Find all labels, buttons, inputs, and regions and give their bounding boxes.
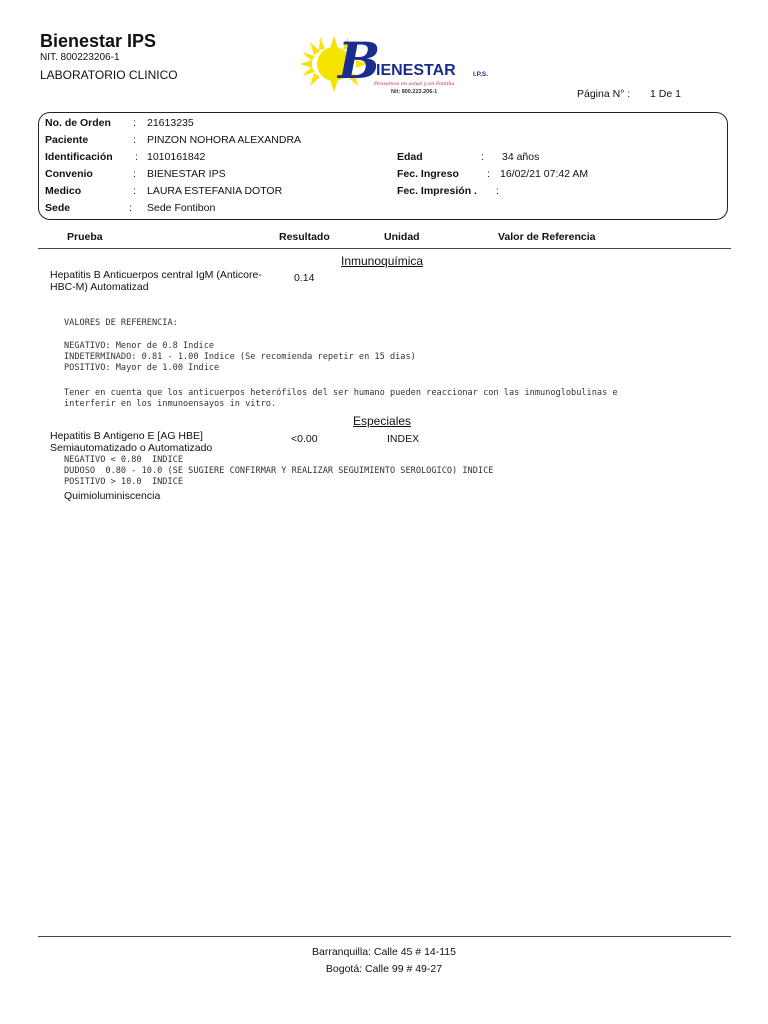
footer-address-bogota: Bogotá: Calle 99 # 49-27 [325,963,443,975]
colon: : [481,151,484,163]
doctor-label: Medico [45,185,82,197]
reference-positive: POSITIVO: Mayor de 1.00 Indice [64,363,220,373]
identification-label: Identificación [45,151,113,163]
agreement-label: Convenio [45,168,93,180]
company-name: Bienestar IPS [40,31,157,51]
section-title-immunochemistry: Inmunoquímica [341,254,424,268]
footer-address-barranquilla: Barranquilla: Calle 45 # 14-115 [312,946,456,958]
colon: : [133,185,136,197]
test-result-value: 0.14 [294,272,315,284]
logo-suffix: I.P.S. [473,71,489,78]
reference-negative: NEGATIVO < 0.80 INDICE [64,455,183,465]
logo-wordmark: IENESTAR [376,62,456,79]
colon: : [129,202,132,214]
logo-letter: B [338,31,381,90]
colon: : [135,151,138,163]
age-value: 34 años [502,151,540,163]
test-name-line1: Hepatitis B Antigeno E [AG HBE] [50,430,203,442]
order-value: 21613235 [147,117,194,129]
patient-value: PINZON NOHORA ALEXANDRA [147,134,302,146]
doctor-value: LAURA ESTEFANIA DOTOR [147,185,283,197]
patient-label: Paciente [45,134,89,146]
company-nit: NIT. 800223206-1 [40,52,120,63]
test-name-line2: HBC-M) Automatizad [50,281,149,293]
test-result-value: <0.00 [291,433,318,445]
header-divider [38,248,731,249]
test-name-line1: Hepatitis B Anticuerpos central IgM (Anticore- [50,269,262,281]
colon: : [133,117,136,129]
site-label: Sede [45,202,71,214]
site-value: Sede Fontibon [147,202,216,214]
admission-date-label: Fec. Ingreso [397,168,459,180]
reference-doubtful: DUDOSO 0.80 - 10.0 (SE SUGIERE CONFIRMAR Y REALIZAR SEGUIMIENTO SEROLOGICO) INDICE [64,466,494,476]
identification-value: 1010161842 [147,151,206,163]
test-unit: INDEX [387,433,420,445]
section-title-specials: Especiales [353,414,412,428]
test-name-line2: Semiautomatizado o Automatizado [50,442,213,454]
age-label: Edad [397,151,423,163]
column-header-unit: Unidad [384,231,420,243]
page-number-value: 1 De 1 [650,88,681,100]
patient-info-box [38,112,728,220]
colon: : [487,168,490,180]
colon: : [496,185,499,197]
page-number-label: Página N° : [577,88,631,100]
logo-nit: Nit: 800.223.206-1 [391,89,438,95]
bienestar-logo [296,31,511,100]
colon: : [133,168,136,180]
reference-negative: NEGATIVO: Menor de 0.8 Indice [64,341,215,351]
reference-positive: POSITIVO > 10.0 INDICE [64,477,183,487]
column-header-test: Prueba [67,231,103,243]
admission-date-value: 16/02/21 07:42 AM [500,168,589,180]
heterophile-note-line1: Tener en cuenta que los anticuerpos heterófilos del ser humano pueden reaccionar con las inmunoglobulinas e [64,388,618,398]
colon: : [133,134,136,146]
column-header-reference: Valor de Referencia [498,231,596,243]
department-name: LABORATORIO CLINICO [40,68,178,82]
reference-title: VALORES DE REFERENCIA: [64,318,178,328]
order-label: No. de Orden [45,117,111,129]
agreement-value: BIENESTAR IPS [147,168,226,180]
logo-tagline: Pensamos en salud y en Familia [374,81,455,87]
method-name: Quimioluminiscencia [64,490,161,502]
column-header-result: Resultado [279,231,330,243]
print-date-label: Fec. Impresión . [397,185,477,197]
heterophile-note-line2: interferir en los inmunoensayos in vitro. [64,399,277,409]
footer-divider [38,936,731,937]
reference-indeterminate: INDETERMINADO: 0.81 - 1.00 Indice (Se recomienda repetir en 15 dias) [64,352,416,362]
